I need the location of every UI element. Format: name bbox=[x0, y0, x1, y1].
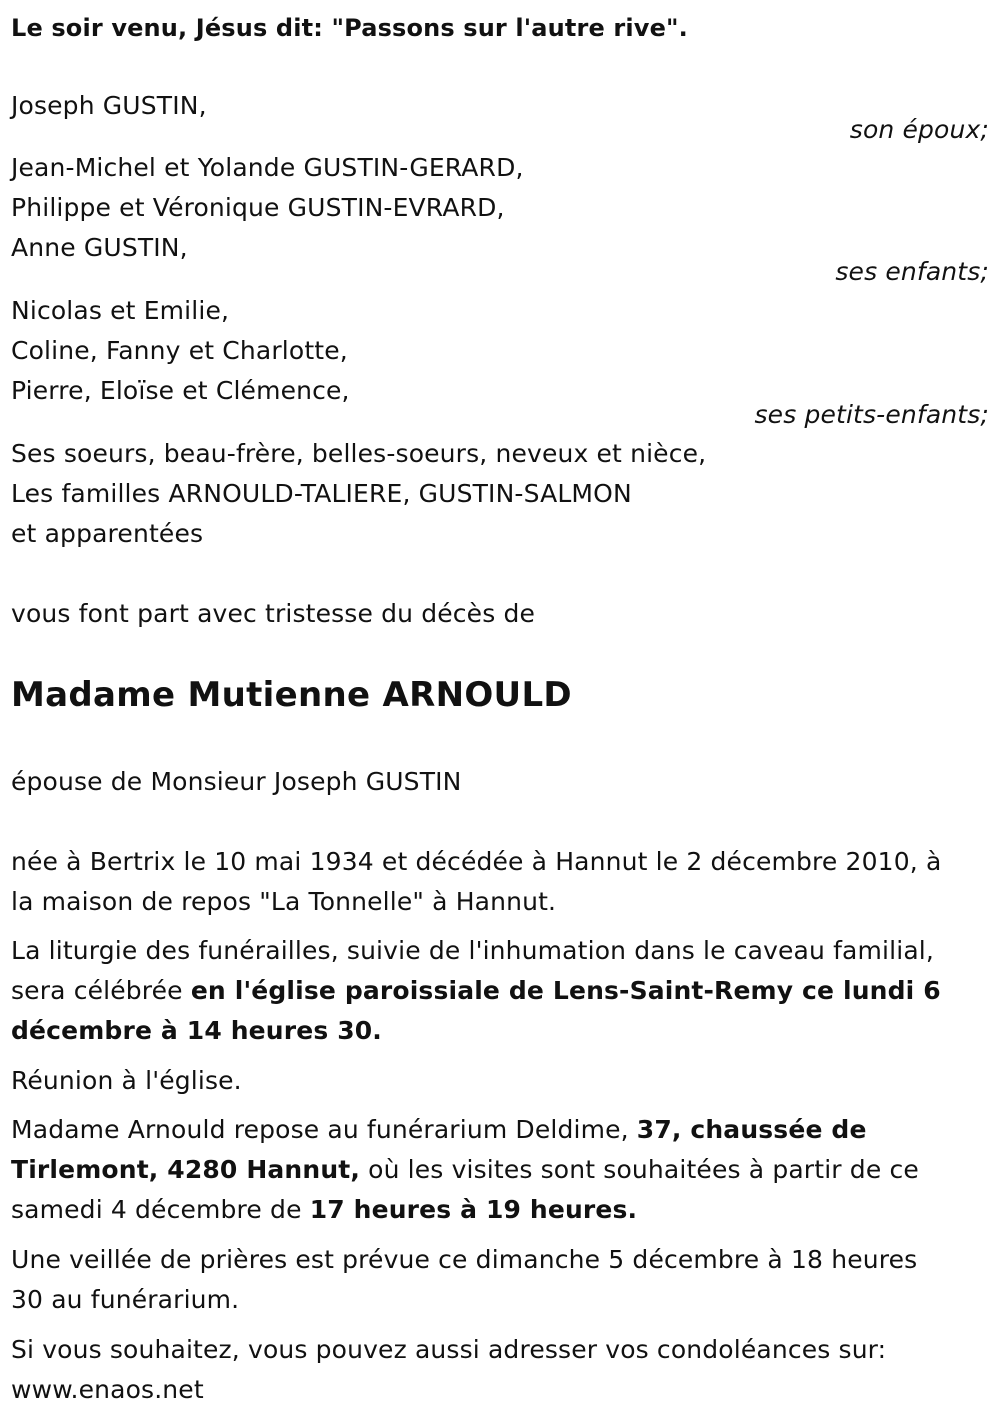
relatives-line: et apparentées bbox=[11, 519, 204, 548]
motto: Le soir venu, Jésus dit: "Passons sur l'autre rive". bbox=[11, 14, 688, 42]
funerarium-text: où les visites sont souhaitées à partir de ce bbox=[360, 1155, 919, 1184]
funerarium-address: Tirlemont, 4280 Hannut, bbox=[11, 1155, 361, 1184]
announcement: vous font part avec tristesse du décès de bbox=[11, 599, 536, 628]
birth-death-line: née à Bertrix le 10 mai 1934 et décédée à Hannut le 2 décembre 2010, à bbox=[11, 847, 942, 876]
grandchild-line: Nicolas et Emilie, bbox=[11, 296, 230, 325]
child-line: Anne GUSTIN, bbox=[11, 233, 188, 262]
reunion-line: Réunion à l'église. bbox=[11, 1066, 242, 1095]
funerarium-text: samedi 4 décembre de bbox=[11, 1195, 310, 1224]
spouse-of-line: épouse de Monsieur Joseph GUSTIN bbox=[11, 767, 462, 796]
relatives-line: Les familles ARNOULD-TALIERE, GUSTIN-SALMON bbox=[11, 479, 632, 508]
spouse-relation: son époux; bbox=[849, 115, 989, 144]
child-line: Philippe et Véronique GUSTIN-EVRARD, bbox=[11, 193, 505, 222]
funerarium-line bbox=[11, 1110, 867, 1150]
vigil-line: Une veillée de prières est prévue ce dimanche 5 décembre à 18 heures bbox=[11, 1245, 918, 1274]
liturgy-text: sera célébrée bbox=[11, 976, 191, 1005]
relatives-line: Ses soeurs, beau-frère, belles-soeurs, neveux et nièce, bbox=[11, 439, 707, 468]
funerarium-text: Madame Arnould repose au funérarium Deldime, bbox=[11, 1115, 637, 1144]
children-relation: ses enfants; bbox=[835, 257, 989, 286]
birth-death-line: la maison de repos "La Tonnelle" à Hannut. bbox=[11, 887, 557, 916]
liturgy-line bbox=[11, 971, 941, 1011]
visit-hours: 17 heures à 19 heures. bbox=[309, 1195, 638, 1224]
child-line: Jean-Michel et Yolande GUSTIN-GERARD, bbox=[11, 153, 524, 182]
condolences-line: Si vous souhaitez, vous pouvez aussi adresser vos condoléances sur: bbox=[11, 1335, 887, 1364]
liturgy-location: en l'église paroissiale de Lens-Saint-Remy ce lundi 6 bbox=[190, 976, 941, 1005]
grandchild-line: Coline, Fanny et Charlotte, bbox=[11, 336, 348, 365]
grandchild-line: Pierre, Eloïse et Clémence, bbox=[11, 376, 350, 405]
liturgy-time: décembre à 14 heures 30. bbox=[11, 1016, 382, 1045]
vigil-line: 30 au funérarium. bbox=[11, 1285, 240, 1314]
deceased-name: Madame Mutienne ARNOULD bbox=[11, 675, 572, 715]
liturgy-line: La liturgie des funérailles, suivie de l'inhumation dans le caveau familial, bbox=[11, 936, 934, 965]
funerarium-line bbox=[11, 1190, 637, 1230]
condolences-url: www.enaos.net bbox=[11, 1375, 204, 1404]
spouse-name: Joseph GUSTIN, bbox=[11, 91, 207, 120]
funerarium-line bbox=[11, 1150, 919, 1190]
funerarium-address: 37, chaussée de bbox=[636, 1115, 867, 1144]
grandchildren-relation: ses petits-enfants; bbox=[754, 400, 989, 429]
